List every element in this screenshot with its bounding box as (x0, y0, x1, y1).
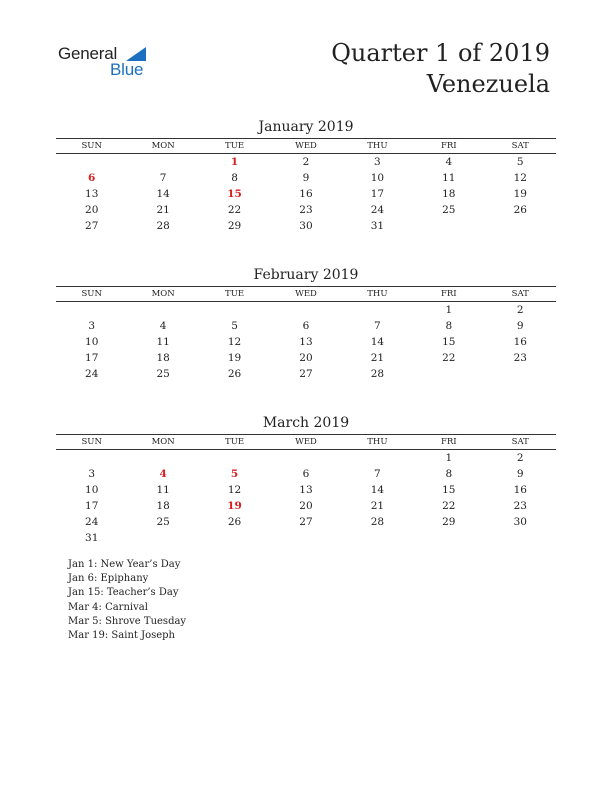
day-cell: 26 (227, 516, 242, 528)
day-cell: 12 (227, 484, 242, 496)
empty-day-cell (413, 530, 484, 546)
day-cell: 18 (156, 500, 170, 512)
day-cell: 19 (513, 188, 527, 200)
logo-triangle-icon (126, 47, 146, 61)
week-row (56, 350, 556, 366)
empty-day-cell (413, 218, 484, 234)
day-cell: 14 (370, 336, 385, 348)
day-cell: 25 (442, 204, 456, 216)
weekday-header: SUN (56, 139, 127, 154)
day-cell: 23 (513, 500, 527, 512)
day-cell: 17 (370, 188, 385, 200)
empty-day-cell (56, 302, 127, 319)
weekday-header: FRI (413, 287, 484, 302)
day-cell: 1 (445, 304, 453, 316)
week-row (56, 218, 556, 234)
day-cell: 7 (374, 468, 381, 480)
day-cell: 6 (302, 468, 310, 480)
calendar-grid (56, 434, 556, 546)
day-cell: 28 (370, 368, 385, 380)
day-cell: 3 (374, 156, 381, 168)
day-cell: 18 (156, 352, 170, 364)
calendar-grid (56, 138, 556, 234)
week-row (56, 202, 556, 218)
day-cell: 16 (513, 336, 527, 348)
day-cell: 5 (231, 320, 238, 332)
week-row (56, 366, 556, 382)
logo-blue-text: Blue (110, 60, 144, 79)
day-cell: 12 (513, 172, 527, 184)
day-cell: 31 (85, 532, 99, 544)
weekday-header: WED (270, 139, 341, 154)
day-cell: 7 (374, 320, 381, 332)
empty-day-cell (127, 530, 198, 546)
week-row (56, 302, 556, 319)
day-cell: 17 (85, 352, 99, 364)
day-cell: 23 (513, 352, 527, 364)
holiday-note: Mar 19: Saint Joseph (68, 630, 176, 642)
weekday-header: SUN (56, 287, 127, 302)
empty-day-cell (270, 530, 341, 546)
day-cell: 20 (299, 500, 313, 512)
day-cell: 26 (513, 204, 527, 216)
empty-day-cell (485, 218, 556, 234)
day-cell: 10 (85, 336, 99, 348)
day-cell: 27 (299, 368, 313, 380)
month-title: February 2019 (253, 267, 359, 283)
holiday-note: Jan 1: New Year’s Day (68, 559, 181, 570)
day-cell: 3 (88, 468, 96, 480)
weekday-header: SAT (485, 139, 556, 154)
day-cell: 2 (302, 156, 310, 168)
holiday-day-cell: 19 (227, 500, 242, 512)
empty-day-cell (485, 366, 556, 382)
empty-day-cell (342, 302, 413, 319)
day-cell: 4 (445, 156, 453, 168)
day-cell: 30 (299, 220, 313, 232)
day-cell: 6 (302, 320, 310, 332)
month-title: March 2019 (262, 415, 350, 431)
day-cell: 25 (156, 516, 170, 528)
day-cell: 18 (442, 188, 456, 200)
month-january (56, 118, 556, 234)
weekday-header: SAT (485, 435, 556, 450)
day-cell: 11 (442, 172, 456, 184)
day-cell: 31 (370, 220, 385, 232)
day-cell: 8 (231, 172, 238, 184)
week-row (56, 170, 556, 186)
day-cell: 28 (370, 516, 385, 528)
day-cell: 25 (156, 368, 170, 380)
day-cell: 24 (370, 204, 385, 216)
day-cell: 29 (442, 516, 456, 528)
day-cell: 16 (513, 484, 527, 496)
empty-day-cell (270, 302, 341, 319)
week-row (56, 514, 556, 530)
empty-day-cell (199, 450, 270, 467)
calendar-grid (56, 286, 556, 382)
day-cell: 24 (85, 516, 99, 528)
day-cell: 11 (156, 484, 170, 496)
day-cell: 26 (227, 368, 242, 380)
weekday-header: MON (127, 435, 198, 450)
week-row (56, 450, 556, 467)
logo-general-text: General (58, 44, 118, 63)
holiday-note: Mar 4: Carnival (68, 601, 148, 613)
day-cell: 29 (227, 220, 242, 232)
day-cell: 13 (299, 484, 313, 496)
empty-day-cell (270, 450, 341, 467)
empty-day-cell (342, 530, 413, 546)
day-cell: 21 (370, 500, 385, 512)
day-cell: 10 (370, 172, 385, 184)
month-march (56, 414, 556, 546)
day-cell: 27 (85, 220, 99, 232)
title-country: Venezuela (426, 70, 550, 98)
holiday-note: Mar 5: Shrove Tuesday (68, 615, 187, 627)
day-cell: 21 (370, 352, 385, 364)
day-cell: 14 (156, 188, 170, 200)
page-title (331, 38, 550, 100)
day-cell: 7 (159, 172, 167, 184)
day-cell: 9 (302, 172, 310, 184)
day-cell: 15 (442, 336, 456, 348)
weekday-header: FRI (413, 435, 484, 450)
day-cell: 20 (299, 352, 313, 364)
title-quarter: Quarter 1 of 2019 (331, 39, 550, 67)
weekday-header: TUE (199, 139, 270, 154)
day-cell: 12 (227, 336, 242, 348)
weekday-header: WED (270, 287, 341, 302)
day-cell: 1 (445, 452, 453, 464)
holiday-list (68, 558, 186, 643)
week-row (56, 530, 556, 546)
weekday-header: SUN (56, 435, 127, 450)
empty-day-cell (342, 450, 413, 467)
day-cell: 22 (442, 352, 456, 364)
month-title: January 2019 (258, 119, 354, 135)
week-row (56, 482, 556, 498)
logo (58, 44, 158, 84)
empty-day-cell (199, 530, 270, 546)
holiday-day-cell: 1 (230, 156, 239, 168)
day-cell: 9 (516, 468, 524, 480)
day-cell: 20 (85, 204, 99, 216)
week-row (56, 334, 556, 350)
month-february (56, 266, 556, 382)
day-cell: 8 (445, 320, 453, 332)
day-cell: 15 (442, 484, 456, 496)
day-cell: 14 (370, 484, 385, 496)
weekday-header: THU (342, 435, 413, 450)
empty-day-cell (127, 302, 198, 319)
weekday-header: TUE (199, 287, 270, 302)
day-cell: 13 (299, 336, 313, 348)
holiday-day-cell: 6 (88, 172, 96, 184)
day-cell: 11 (156, 336, 170, 348)
week-row (56, 154, 556, 171)
weekday-header: WED (270, 435, 341, 450)
holiday-note: Jan 15: Teacher’s Day (68, 587, 179, 599)
day-cell: 5 (516, 156, 524, 168)
day-cell: 13 (85, 188, 99, 200)
holiday-day-cell: 5 (230, 468, 239, 480)
week-row (56, 186, 556, 202)
day-cell: 27 (299, 516, 313, 528)
day-cell: 9 (516, 320, 524, 332)
week-row (56, 318, 556, 334)
empty-day-cell (56, 450, 127, 467)
empty-day-cell (413, 366, 484, 382)
day-cell: 21 (156, 204, 170, 216)
week-row (56, 466, 556, 482)
day-cell: 24 (85, 368, 99, 380)
empty-day-cell (127, 450, 198, 467)
day-cell: 3 (88, 320, 96, 332)
day-cell: 8 (445, 468, 453, 480)
holiday-day-cell: 4 (159, 468, 167, 480)
day-cell: 22 (227, 204, 242, 216)
day-cell: 4 (159, 320, 167, 332)
holiday-day-cell: 15 (227, 188, 242, 200)
holiday-note: Jan 6: Epiphany (68, 573, 149, 585)
empty-day-cell (485, 530, 556, 546)
day-cell: 22 (442, 500, 456, 512)
weekday-header: MON (127, 139, 198, 154)
empty-day-cell (56, 154, 127, 171)
empty-day-cell (199, 302, 270, 319)
day-cell: 30 (513, 516, 527, 528)
day-cell: 16 (299, 188, 313, 200)
weekday-header: THU (342, 139, 413, 154)
day-cell: 19 (227, 352, 242, 364)
empty-day-cell (127, 154, 198, 171)
day-cell: 17 (85, 500, 99, 512)
day-cell: 28 (156, 220, 170, 232)
week-row (56, 498, 556, 514)
weekday-header: SAT (485, 287, 556, 302)
day-cell: 2 (516, 452, 524, 464)
weekday-header: TUE (199, 435, 270, 450)
day-cell: 10 (85, 484, 99, 496)
day-cell: 23 (299, 204, 313, 216)
day-cell: 2 (516, 304, 524, 316)
weekday-header: FRI (413, 139, 484, 154)
weekday-header: THU (342, 287, 413, 302)
weekday-header: MON (127, 287, 198, 302)
